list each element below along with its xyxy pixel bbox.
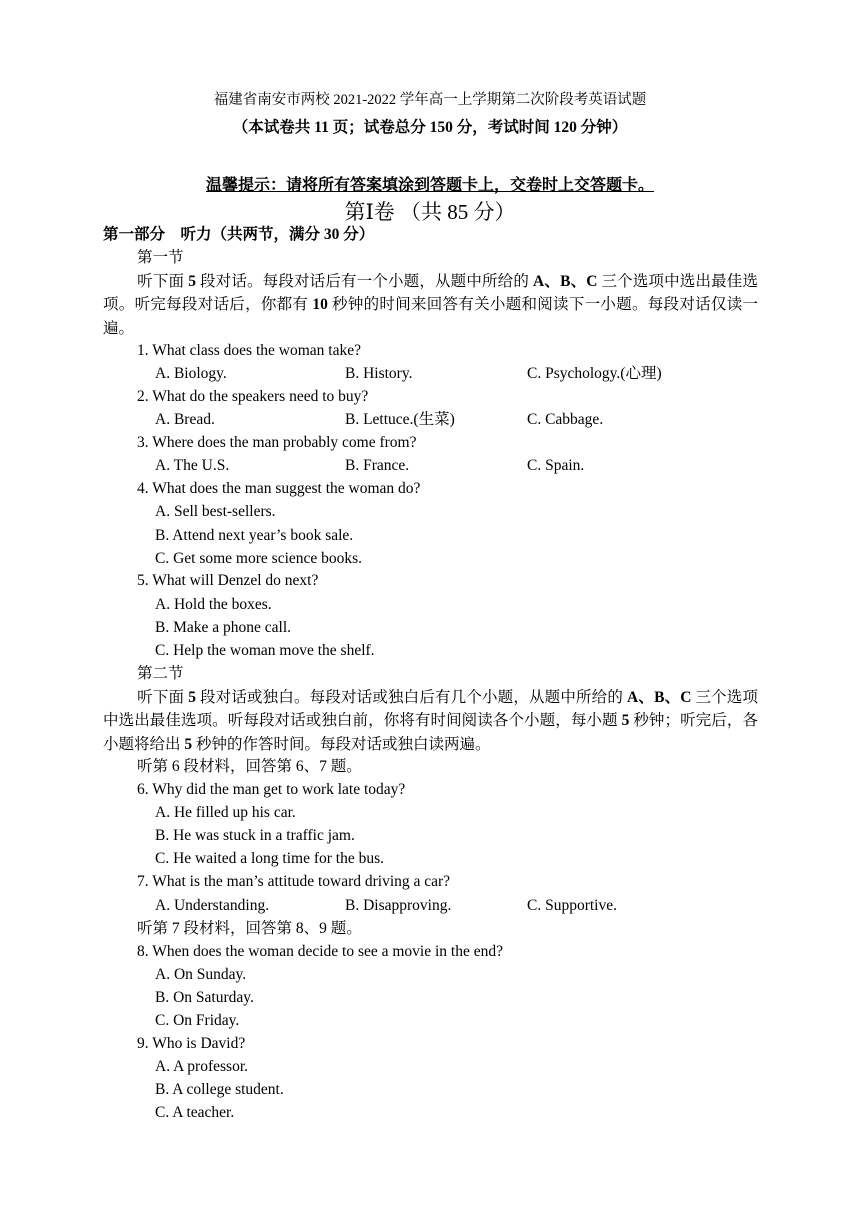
paper-heading: 第Ⅰ卷 （共 85 分）: [344, 200, 516, 224]
question-8-option-b: B. On Saturday.: [155, 989, 254, 1006]
question-3-option-c: C. Spain.: [527, 457, 585, 474]
question-9-option-b: B. A college student.: [155, 1081, 284, 1098]
question-9-stem: 9. Who is David?: [137, 1035, 246, 1052]
question-7-option-b: B. Disapproving.: [345, 897, 452, 914]
question-7-option-a: A. Understanding.: [155, 897, 270, 914]
question-5-option-b: B. Make a phone call.: [155, 619, 292, 636]
question-6-stem: 6. Why did the man get to work late today?: [137, 781, 406, 798]
question-4-stem: 4. What does the man suggest the woman do?: [137, 480, 421, 497]
section1-instructions: 听下面 5 段对话。每段对话后有一个小题，从题中所给的 A、B、C 三个选项中选出最佳选项。听完每段对话后，你都有 10 秒钟的时间来回答有关小题和阅读下一小题。每段对话仅读一遍。: [103, 273, 758, 337]
question-2-option-c: C. Cabbage.: [527, 411, 604, 428]
listen-passage-7: 听第 7 段材料，回答第 8、9 题。: [137, 920, 362, 937]
question-8-option-c: C. On Friday.: [155, 1012, 240, 1029]
question-9-option-a: A. A professor.: [155, 1058, 248, 1075]
question-5-stem: 5. What will Denzel do next?: [137, 572, 319, 589]
part1-heading: 第一部分 听力（共两节，满分 30 分）: [103, 226, 375, 243]
section2-instructions: 听下面 5 段对话或独白。每段对话或独白后有几个小题，从题中所给的 A、B、C 三个选项中选出最佳选项。听每段对话或独白前，你将有时间阅读各个小题，每小题 5 秒钟；听完后，各小题将给出 5 秒钟的作答时间。每段对话或独白读两遍。: [103, 689, 758, 753]
question-1-stem: 1. What class does the woman take?: [137, 342, 361, 359]
question-4-option-a: A. Sell best-sellers.: [155, 503, 276, 520]
question-1-option-b: B. History.: [345, 365, 413, 382]
question-6-option-a: A. He filled up his car.: [155, 804, 296, 821]
warm-tip: 温馨提示：请将所有答案填涂到答题卡上，交卷时上交答题卡。: [205, 177, 654, 194]
question-2-stem: 2. What do the speakers need to buy?: [137, 388, 369, 405]
question-7-option-c: C. Supportive.: [527, 897, 617, 914]
question-6-option-c: C. He waited a long time for the bus.: [155, 850, 385, 867]
question-3-option-b: B. France.: [345, 457, 410, 474]
question-5-option-a: A. Hold the boxes.: [155, 596, 272, 613]
question-7-stem: 7. What is the man’s attitude toward driving a car?: [137, 873, 451, 890]
question-4-option-b: B. Attend next year’s book sale.: [155, 527, 354, 544]
question-3-stem: 3. Where does the man probably come from?: [137, 434, 417, 451]
listen-passage-6: 听第 6 段材料，回答第 6、7 题。: [137, 758, 362, 775]
question-1-option-c: C. Psychology.(心理): [527, 365, 662, 382]
question-2-option-a: A. Bread.: [155, 411, 215, 428]
question-5-option-c: C. Help the woman move the shelf.: [155, 642, 375, 659]
exam-subtitle: （本试卷共 11 页；试卷总分 150 分，考试时间 120 分钟）: [232, 119, 628, 136]
question-1-option-a: A. Biology.: [155, 365, 227, 382]
question-4-option-c: C. Get some more science books.: [155, 550, 363, 567]
question-8-stem: 8. When does the woman decide to see a movie in the end?: [137, 943, 503, 960]
question-3-option-a: A. The U.S.: [155, 457, 230, 474]
question-8-option-a: A. On Sunday.: [155, 966, 247, 983]
section2-label: 第二节: [137, 665, 184, 682]
question-6-option-b: B. He was stuck in a traffic jam.: [155, 827, 355, 844]
exam-title: 福建省南安市两校 2021-2022 学年高一上学期第二次阶段考英语试题: [213, 92, 647, 108]
section1-label: 第一节: [137, 249, 184, 266]
question-9-option-c: C. A teacher.: [155, 1104, 235, 1121]
question-2-option-b: B. Lettuce.(生菜): [345, 411, 455, 428]
